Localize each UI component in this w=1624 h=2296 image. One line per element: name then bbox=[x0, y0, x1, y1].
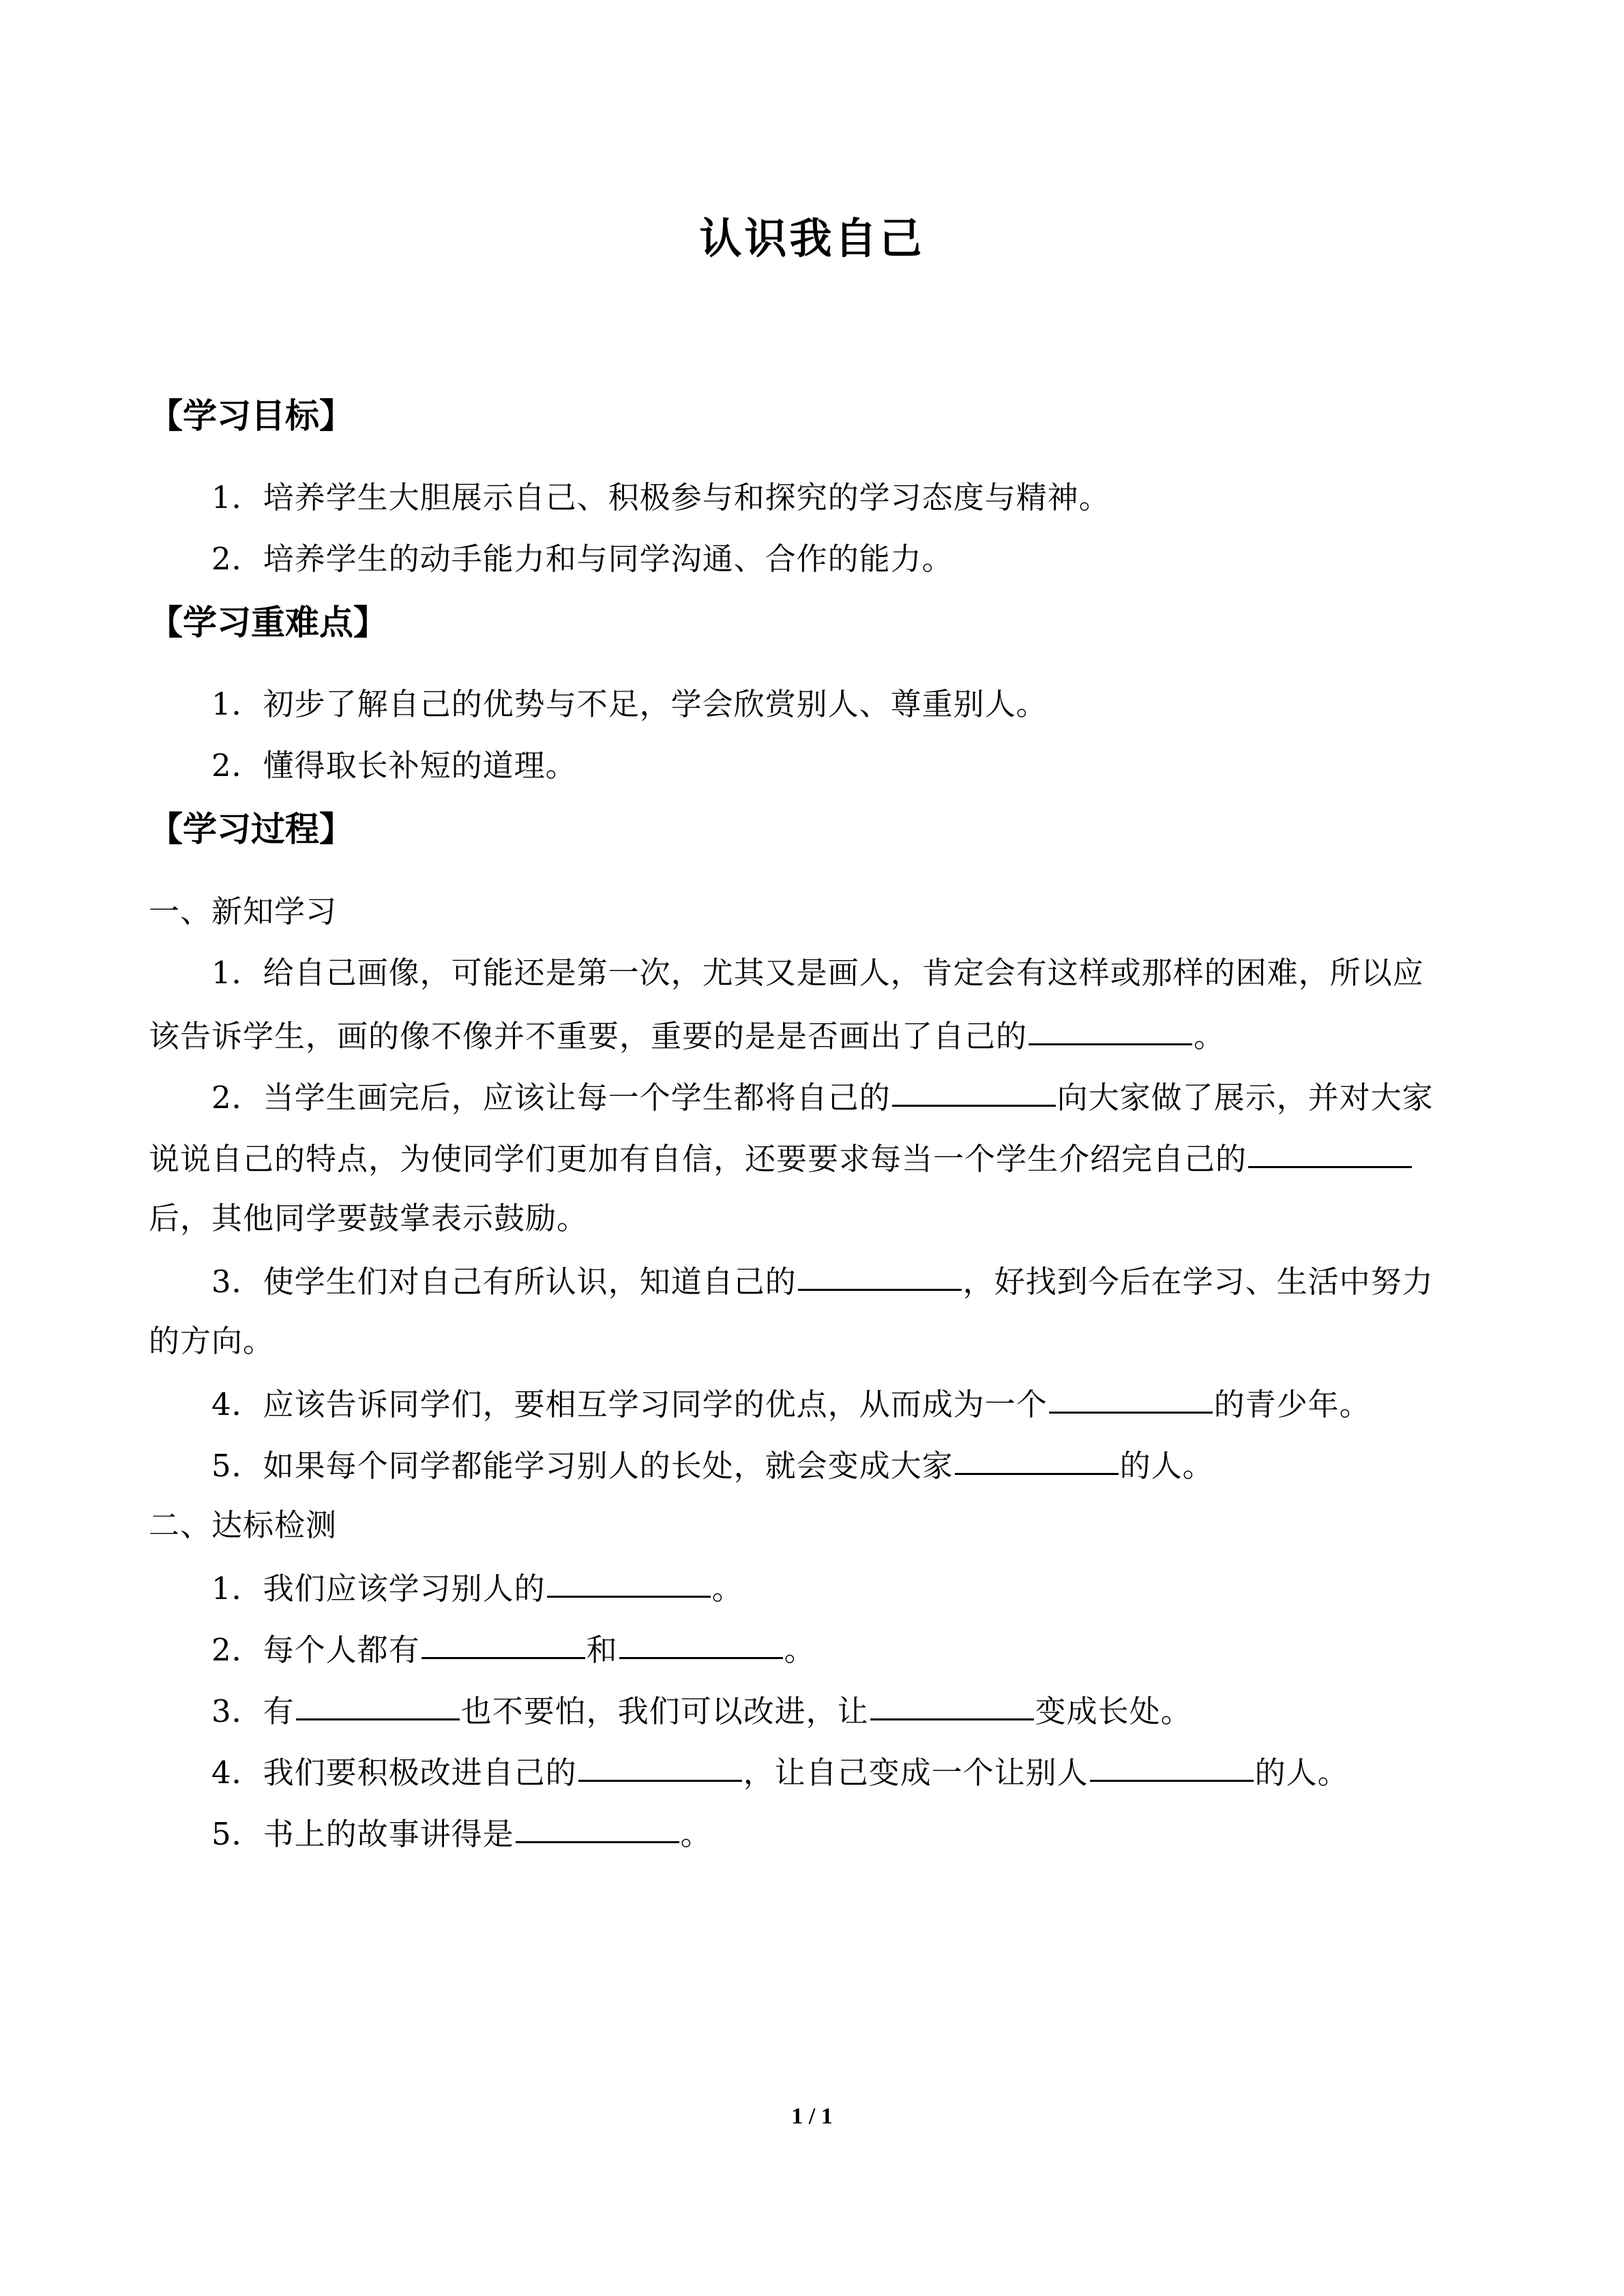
question-text: 说说自己的特点，为使同学们更加有自信，还要要求每当一个学生介绍完自己的 bbox=[149, 1141, 1247, 1177]
fill-blank[interactable] bbox=[547, 1562, 711, 1598]
fill-blank[interactable] bbox=[892, 1071, 1056, 1107]
question-text: 4．我们要积极改进自己的 bbox=[211, 1755, 577, 1791]
question-line bbox=[149, 1133, 1413, 1183]
question-text: 变成长处。 bbox=[1035, 1693, 1192, 1729]
goal-item: 2．培养学生的动手能力和与同学沟通、合作的能力。 bbox=[211, 541, 954, 577]
question-line bbox=[211, 1686, 1192, 1735]
question-line bbox=[211, 1440, 1214, 1490]
question-text: ，让自己变成一个让别人 bbox=[743, 1755, 1089, 1791]
question-line bbox=[211, 1072, 1434, 1122]
fill-blank[interactable] bbox=[1248, 1132, 1412, 1168]
fill-blank[interactable] bbox=[619, 1623, 783, 1659]
fill-blank[interactable] bbox=[870, 1684, 1034, 1720]
fill-blank[interactable] bbox=[1090, 1746, 1254, 1782]
section-heading-process: 【学习过程】 bbox=[149, 809, 353, 849]
question-text: 后，其他同学要鼓掌表示鼓励。 bbox=[149, 1200, 589, 1236]
fill-blank[interactable] bbox=[798, 1255, 962, 1291]
question-text: 5．如果每个同学都能学习别人的长处，就会变成大家 bbox=[211, 1448, 954, 1484]
question-text: 1．我们应该学习别人的 bbox=[211, 1570, 546, 1607]
question-line bbox=[211, 1808, 712, 1858]
fill-blank[interactable] bbox=[422, 1623, 585, 1659]
question-text: 该告诉学生，画的像不像并不重要，重要的是是否画出了自己的 bbox=[149, 1018, 1028, 1054]
question-text: 的青少年。 bbox=[1213, 1386, 1371, 1422]
question-line bbox=[211, 1624, 816, 1674]
key-point-item: 1．初步了解自己的优势与不足，学会欣赏别人、尊重别人。 bbox=[211, 686, 1048, 722]
question-text: 3．使学生们对自己有所认识，知道自己的 bbox=[211, 1264, 797, 1300]
question-text: 4．应该告诉同学们，要相互学习同学的优点，从而成为一个 bbox=[211, 1386, 1048, 1422]
question-line bbox=[211, 1563, 743, 1613]
question-text: 向大家做了展示，并对大家 bbox=[1057, 1079, 1434, 1116]
question-text: 的人。 bbox=[1119, 1448, 1214, 1484]
question-text: 5．书上的故事讲得是 bbox=[211, 1816, 514, 1852]
question-text: 2．每个人都有 bbox=[211, 1632, 420, 1668]
fill-blank[interactable] bbox=[516, 1807, 679, 1843]
page-number: 1 / 1 bbox=[791, 2104, 833, 2129]
fill-blank[interactable] bbox=[955, 1439, 1119, 1475]
question-text: 的人。 bbox=[1254, 1755, 1349, 1791]
question-text: 也不要怕，我们可以改进，让 bbox=[460, 1693, 869, 1729]
key-point-item: 2．懂得取长补短的道理。 bbox=[211, 747, 577, 784]
question-text: 的方向。 bbox=[149, 1323, 275, 1359]
question-text: 3．有 bbox=[211, 1693, 295, 1729]
question-line bbox=[149, 1011, 1225, 1060]
question-text: 1．给自己画像，可能还是第一次，尤其又是画人，肯定会有这样或那样的困难，所以应 bbox=[211, 955, 1424, 991]
fill-blank[interactable] bbox=[1029, 1009, 1192, 1045]
question-text: 2．当学生画完后，应该让每一个学生都将自己的 bbox=[211, 1079, 891, 1116]
question-text: 和 bbox=[586, 1632, 618, 1668]
part-title-assessment: 二、达标检测 bbox=[149, 1507, 338, 1543]
section-heading-goals: 【学习目标】 bbox=[149, 396, 353, 436]
question-text: 。 bbox=[680, 1816, 712, 1852]
question-text: ，好找到今后在学习、生活中努力 bbox=[962, 1264, 1434, 1300]
question-text: 。 bbox=[711, 1570, 743, 1607]
question-line bbox=[211, 1747, 1349, 1797]
fill-blank[interactable] bbox=[296, 1684, 460, 1720]
question-line bbox=[211, 1379, 1371, 1429]
fill-blank[interactable] bbox=[578, 1746, 742, 1782]
question-text: 。 bbox=[1194, 1018, 1226, 1054]
part-title-new-knowledge: 一、新知学习 bbox=[149, 893, 338, 929]
question-text: 。 bbox=[784, 1632, 816, 1668]
question-line bbox=[211, 1256, 1434, 1306]
fill-blank[interactable] bbox=[1049, 1377, 1213, 1414]
page-title: 认识我自己 bbox=[699, 213, 925, 263]
section-heading-key-points: 【学习重难点】 bbox=[149, 603, 387, 642]
goal-item: 1．培养学生大胆展示自己、积极参与和探究的学习态度与精神。 bbox=[211, 479, 1110, 516]
